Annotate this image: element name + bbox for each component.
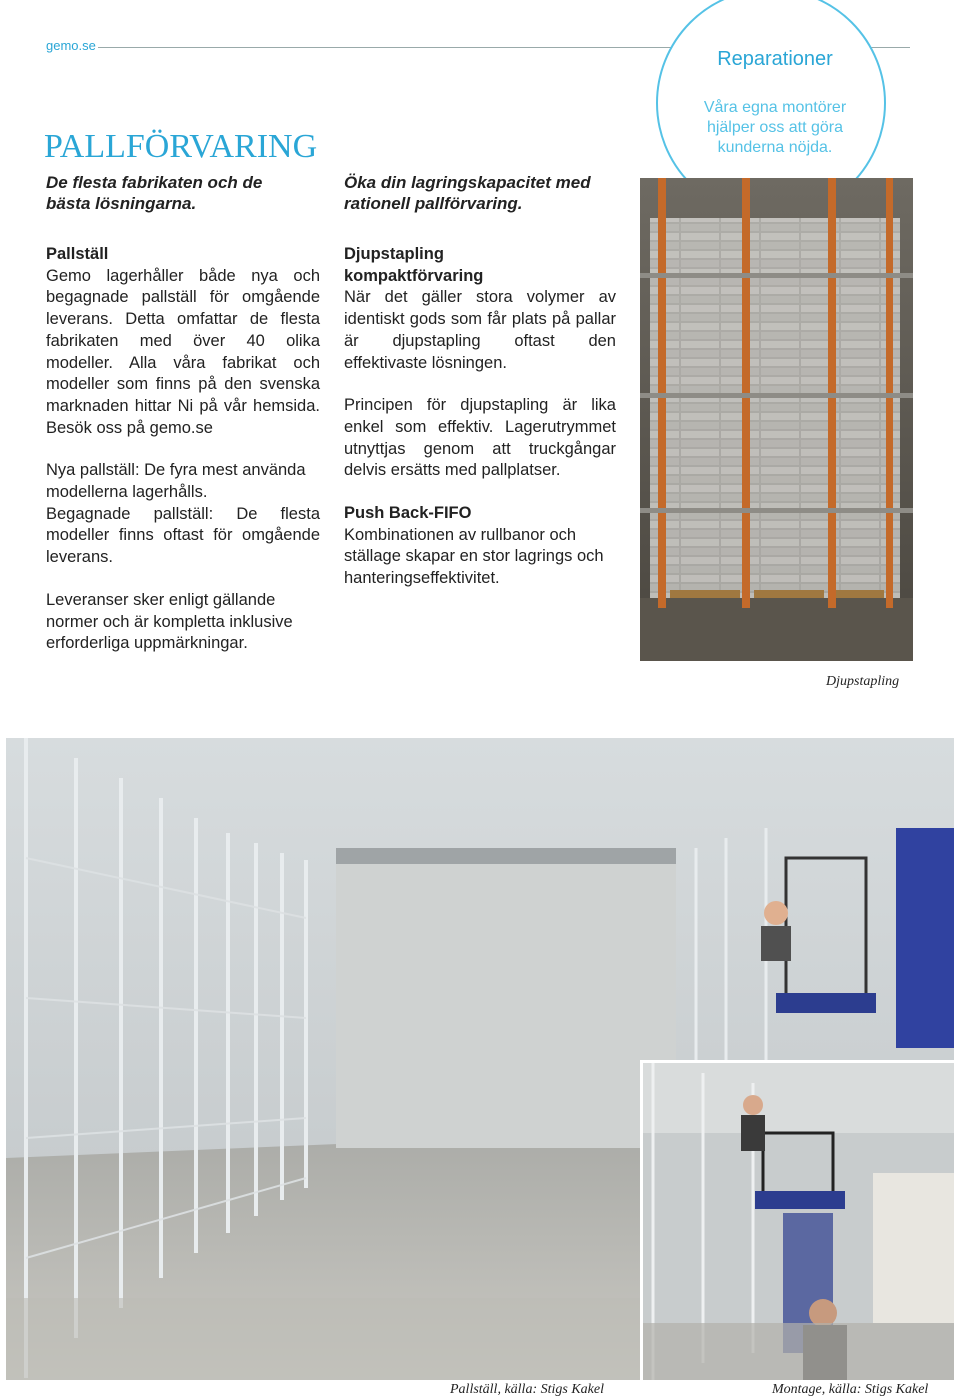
badge-text: Våra egna montörer hjälper oss att göra kunderna nöjda. (703, 99, 847, 156)
pallstall-paragraph-4: Leveranser sker enligt gällande normer och är kompletta inklusive erforderliga uppmärkningar. (46, 590, 293, 653)
djupstapling-paragraph-2: Principen för djupstapling är lika enkel som effektiv. Lagerutrymmet utnyttjas genom att truckgångar delvis ersätts med pallplatser. (344, 396, 616, 480)
intro-left: De flesta fabrikaten och de bästa lösningarna. (46, 173, 263, 213)
pallstall-paragraph-2: Nya pallställ: De fyra mest använda modellerna lagerhålls. (46, 461, 306, 502)
pallstall-paragraph-3: Begagnade pallställ: De flesta modeller finns oftast för omgående leverans. (46, 504, 320, 567)
pallstall-heading: Pallställ (46, 245, 109, 263)
middle-column (344, 244, 616, 590)
page-title: PALLFÖRVARING (44, 128, 318, 165)
photo-montage (640, 1060, 954, 1380)
kompaktforvaring-heading: kompaktförvaring (344, 266, 484, 285)
pallstall-paragraph-1: Gemo lagerhåller både nya och begagnade pallställ för omgående leverans. Detta omfattar de flesta fabrikaten med över 40 olika modeller. Alla våra fabrikat och modeller som finns på den svenska marknaden hittar Ni på vår hemsida. Besök oss på gemo.se (46, 266, 320, 437)
djupstapling-heading: Djupstapling (344, 245, 444, 263)
badge-title: Reparationer (717, 48, 833, 70)
pushback-heading: Push Back-FIFO (344, 504, 472, 523)
photo-djupstapling (640, 178, 913, 661)
caption-montage: Montage, källa: Stigs Kakel (772, 1382, 929, 1397)
pushback-paragraph: Kombinationen av rullbanor och ställage skapar en stor lagrings och hanteringseffektivitet. (344, 525, 604, 588)
intro-right: Öka din lagringskapacitet med rationell pallförvaring. (344, 173, 591, 213)
left-column (46, 244, 320, 655)
photo-montage-illustration (643, 1063, 954, 1380)
caption-djupstapling: Djupstapling (826, 674, 900, 689)
site-label[interactable]: gemo.se (46, 38, 96, 53)
caption-pallstall: Pallställ, källa: Stigs Kakel (450, 1382, 604, 1397)
photo-djupstapling-illustration (640, 178, 913, 661)
djupstapling-paragraph-1: När det gäller stora volymer av identiskt gods som får plats på pallar är djupstapling oftast den effektivaste lösningen. (344, 288, 616, 372)
